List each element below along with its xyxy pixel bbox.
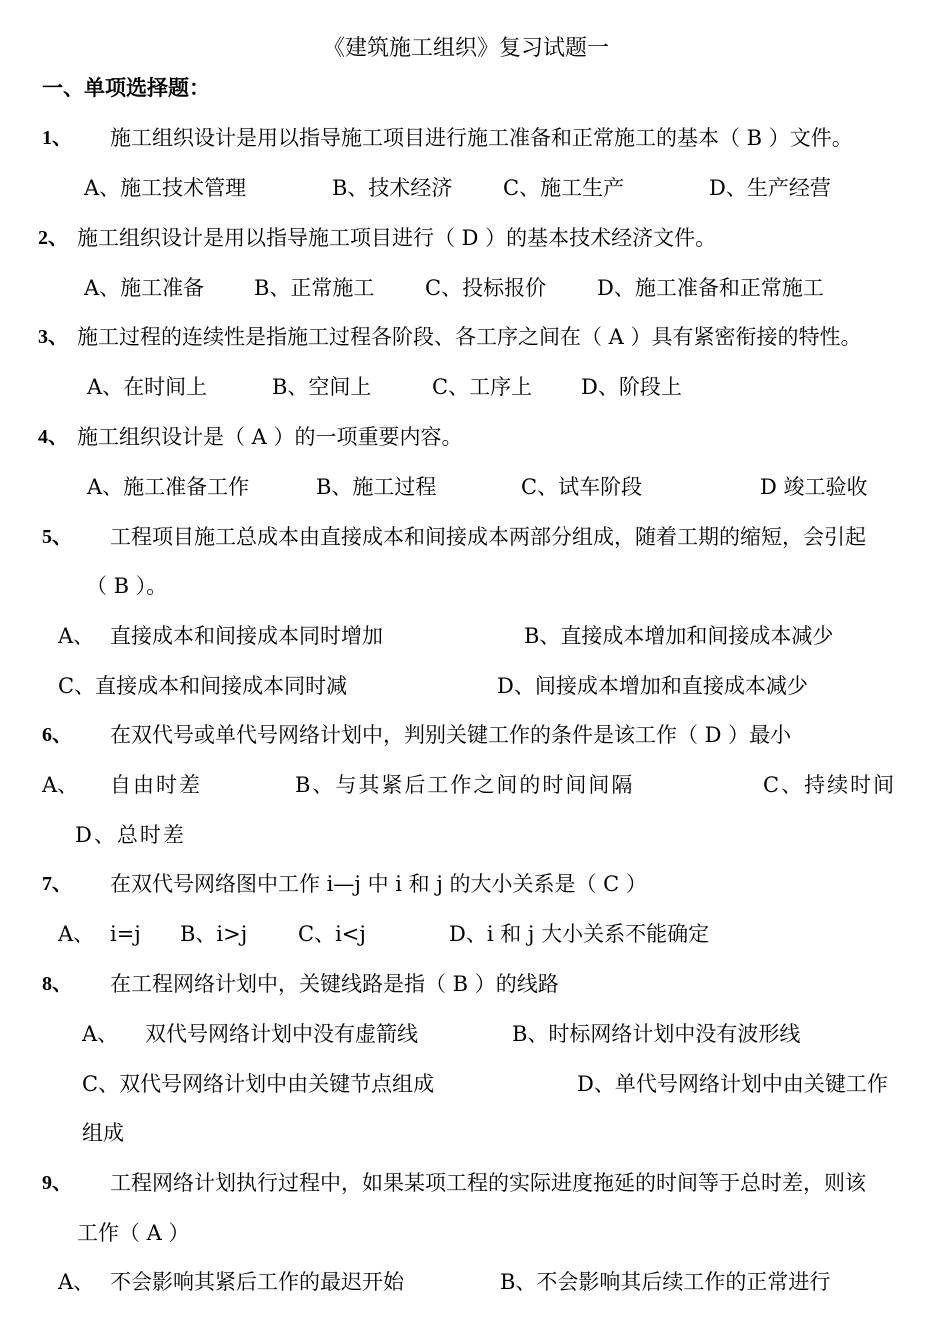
question-text: 施工组织设计是用以指导施工项目进行（ D ）的基本技术经济文件。 [77,226,717,250]
question-text-continued: 工作（ A ） [77,1221,190,1245]
option-a: A、施工准备 [84,276,205,300]
option-d: D、阶段上 [581,375,682,399]
question-text: 施工组织设计是（ A ）的一项重要内容。 [77,425,463,449]
question-number: 5、 [42,526,72,548]
option-c: C、双代号网络计划中由关键节点组成 [82,1072,435,1096]
option-b: B、i>j [180,922,248,946]
document-title: 《建筑施工组织》复习试题一 [323,36,610,61]
option-c: C、试车阶段 [521,475,643,499]
option-c: C、i<j [298,922,366,946]
option-c: C、持续时间 [763,773,897,797]
option-a: 自由时差 [110,773,202,797]
option-b: B、施工过程 [316,475,437,499]
option-d: D、总时差 [75,823,186,847]
option-a-letter: A、 [42,773,79,797]
question-text: 在工程网络计划中，关键线路是指（ B ）的线路 [110,972,559,996]
question-text: 在双代号或单代号网络计划中，判别关键工作的条件是该工作（ D ）最小 [110,723,792,747]
question-number: 7、 [42,873,72,895]
question-text: 在双代号网络图中工作 i—j 中 i 和 j 的大小关系是（ C ） [110,872,647,896]
question-text: 工程网络计划执行过程中，如果某项工程的实际进度拖延的时间等于总时差，则该 [110,1171,866,1195]
option-a: 双代号网络计划中没有虚箭线 [145,1022,418,1046]
option-b: B、空间上 [272,375,372,399]
section-heading: 一、单项选择题： [42,75,210,100]
option-b: B、技术经济 [332,176,453,200]
option-c: C、直接成本和间接成本同时减 [58,674,348,698]
option-d: D、生产经营 [709,176,831,200]
option-b: B、时标网络计划中没有波形线 [512,1022,801,1046]
option-d-continued: 组成 [82,1121,124,1145]
option-b: B、与其紧后工作之间的时间间隔 [295,773,635,797]
option-d: D、施工准备和正常施工 [597,276,824,300]
option-c: C、投标报价 [425,276,547,300]
option-d: D、单代号网络计划中由关键工作 [577,1072,888,1096]
option-a: A、施工技术管理 [84,176,247,200]
question-text: 施工组织设计是用以指导施工项目进行施工准备和正常施工的基本（ B ）文件。 [110,126,853,150]
option-b: B、不会影响其后续工作的正常进行 [500,1270,831,1294]
option-a: A、在时间上 [87,375,208,399]
question-number: 3、 [38,326,68,348]
option-c: C、工序上 [432,375,533,399]
question-number: 1、 [42,127,72,149]
option-b: B、直接成本增加和间接成本减少 [524,624,834,648]
question-number: 9、 [42,1172,72,1194]
option-a: 不会影响其紧后工作的最迟开始 [110,1270,404,1294]
option-d: D 竣工验收 [760,475,868,499]
question-text: 工程项目施工总成本由直接成本和间接成本两部分组成，随着工期的缩短，会引起 [110,525,866,549]
option-a-letter: A、 [58,922,95,946]
option-a-letter: A、 [58,624,95,648]
option-a: i=j [110,922,141,946]
question-number: 4、 [38,426,68,448]
question-text-continued: （ B ）。 [86,574,168,598]
question-number: 8、 [42,973,72,995]
option-a: A、施工准备工作 [87,475,250,499]
option-a-letter: A、 [82,1022,119,1046]
question-text: 施工过程的连续性是指施工过程各阶段、各工序之间在（ A ）具有紧密衔接的特性。 [77,325,862,349]
option-d: D、i 和 j 大小关系不能确定 [449,922,710,946]
question-number: 2、 [38,227,68,249]
option-c: C、施工生产 [503,176,625,200]
option-a-letter: A、 [58,1270,95,1294]
option-a: 直接成本和间接成本同时增加 [110,624,383,648]
question-number: 6、 [42,724,72,746]
option-b: B、正常施工 [254,276,375,300]
option-d: D、间接成本增加和直接成本减少 [497,674,808,698]
